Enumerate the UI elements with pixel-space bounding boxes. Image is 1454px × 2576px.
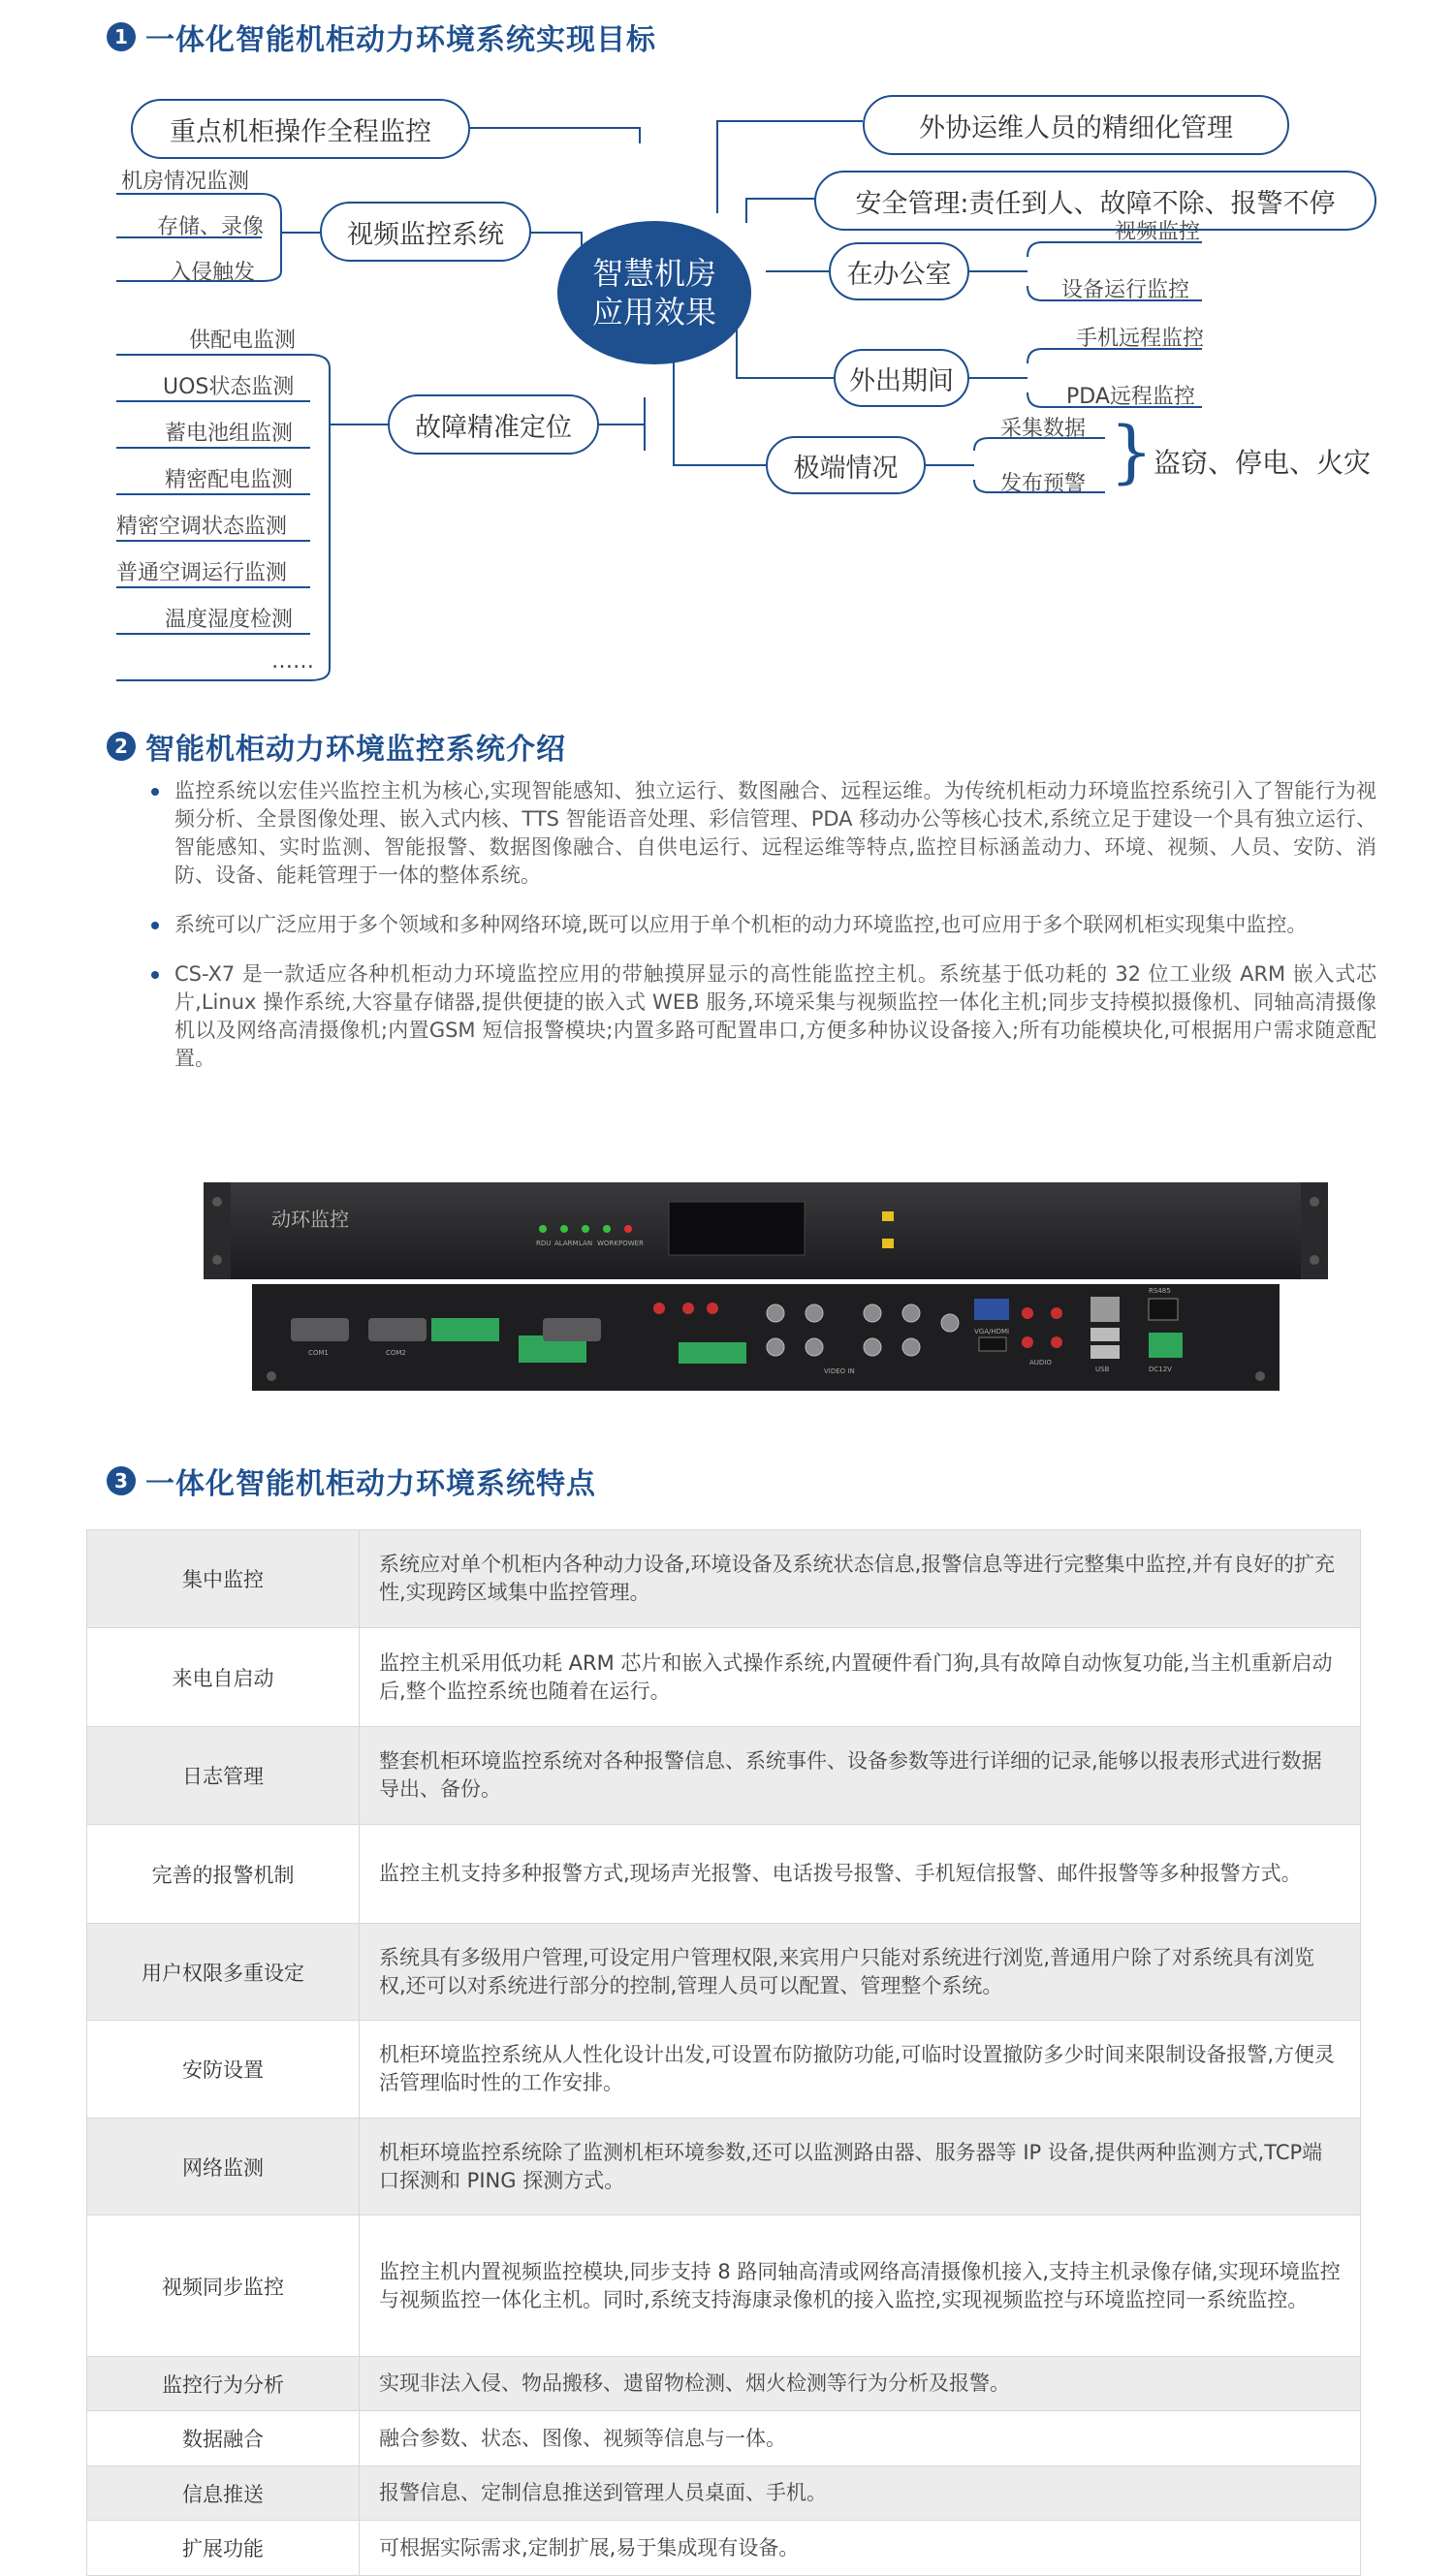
section-number: 2	[107, 732, 136, 761]
node-outing: 外出期间	[834, 349, 969, 407]
section-1-heading	[107, 16, 656, 58]
fault-item: 精密空调状态监测	[116, 515, 288, 539]
section-2-heading	[107, 725, 566, 768]
feature-desc: 机柜环境监控系统从人性化设计出发,可设置布防撤防功能,可临时设置撤防多少时间来限制设备报警,方便灵活管理临时性的工作安排。	[360, 2021, 1361, 2119]
feature-desc: 可根据实际需求,定制扩展,易于集成现有设备。	[360, 2521, 1361, 2576]
fault-item: 普通空调运行监测	[116, 561, 288, 585]
outing-item: PDA远程监控	[1066, 385, 1195, 409]
feature-name: 日志管理	[87, 1727, 360, 1825]
extreme-result: 盗窃、停电、火灾	[1154, 447, 1372, 479]
feature-name: 视频同步监控	[87, 2215, 360, 2357]
device-drawing	[204, 1173, 1328, 1400]
table-row	[87, 2119, 1361, 2215]
feature-desc: 系统具有多级用户管理,可设定用户管理权限,来宾用户只能对系统进行浏览,普通用户除了对系统具有浏览权,还可以对系统进行部分的控制,管理人员可以配置、管理整个系统。	[360, 1924, 1361, 2021]
section-title: 一体化智能机柜动力环境系统实现目标	[145, 23, 656, 57]
intro-list	[174, 777, 1376, 1094]
office-item: 设备运行监控	[1061, 278, 1190, 302]
table-row	[87, 1628, 1361, 1727]
table-row	[87, 2466, 1361, 2521]
feature-desc: 监控主机采用低功耗 ARM 芯片和嵌入式操作系统,内置硬件看门狗,具有故障自动恢复功能,当主机重新启动后,整个监控系统也随着在运行。	[360, 1628, 1361, 1727]
feature-name: 扩展功能	[87, 2521, 360, 2576]
fault-item: 蓄电池组监测	[165, 422, 294, 446]
fault-item: ……	[271, 649, 314, 674]
device-port-label: RS485	[1149, 1287, 1171, 1295]
feature-name: 集中监控	[87, 1530, 360, 1628]
feature-desc: 实现非法入侵、物品搬移、遗留物检测、烟火检测等行为分析及报警。	[360, 2357, 1361, 2411]
node-video-system: 视频监控系统	[320, 202, 531, 262]
feature-name: 安防设置	[87, 2021, 360, 2119]
extreme-item: 发布预警	[1000, 472, 1087, 496]
feature-desc: 融合参数、状态、图像、视频等信息与一体。	[360, 2411, 1361, 2466]
table-row	[87, 1825, 1361, 1924]
feature-name: 来电自启动	[87, 1628, 360, 1727]
feature-name: 完善的报警机制	[87, 1825, 360, 1924]
node-full-monitor: 重点机柜操作全程监控	[131, 99, 470, 159]
device-port-label: USB	[1095, 1366, 1110, 1373]
fault-item: 供配电监测	[189, 329, 297, 353]
device-led-label: WORK	[597, 1240, 618, 1247]
feature-desc: 监控主机支持多种报警方式,现场声光报警、电话拨号报警、手机短信报警、邮件报警等多种报警方式。	[360, 1825, 1361, 1924]
table-row	[87, 2357, 1361, 2411]
device-port-label: VGA/HDMI	[974, 1328, 1010, 1335]
center-line-1: 智慧机房	[591, 255, 716, 292]
feature-desc: 机柜环境监控系统除了监测机柜环境参数,还可以监测路由器、服务器等 IP 设备,提供两种监测方式,TCP端口探测和 PING 探测方式。	[360, 2119, 1361, 2215]
mind-map	[97, 78, 1396, 698]
feature-desc: 报警信息、定制信息推送到管理人员桌面、手机。	[360, 2466, 1361, 2521]
feature-name: 数据融合	[87, 2411, 360, 2466]
table-row	[87, 1924, 1361, 2021]
outing-item: 手机远程监控	[1076, 327, 1205, 351]
feature-name: 信息推送	[87, 2466, 360, 2521]
video-item: 存储、录像	[157, 215, 265, 239]
center-node	[557, 221, 751, 364]
table-row	[87, 2021, 1361, 2119]
device-port-label: DC12V	[1149, 1366, 1172, 1373]
fault-item: 温度湿度检测	[165, 608, 294, 632]
device-port-label: COM1	[308, 1349, 329, 1357]
section-title: 智能机柜动力环境监控系统介绍	[145, 733, 566, 767]
feature-desc: 系统应对单个机柜内各种动力设备,环境设备及系统状态信息,报警信息等进行完整集中监控,并有良好的扩充性,实现跨区域集中监控管理。	[360, 1530, 1361, 1628]
node-outsourcing: 外协运维人员的精细化管理	[863, 95, 1289, 155]
office-item: 视频监控	[1115, 220, 1201, 244]
section-title: 一体化智能机柜动力环境系统特点	[145, 1467, 596, 1501]
device-image	[204, 1173, 1328, 1400]
section-number: 3	[107, 1466, 136, 1495]
feature-name: 用户权限多重设定	[87, 1924, 360, 2021]
device-led-label: RDU	[536, 1240, 552, 1247]
table-row	[87, 1530, 1361, 1628]
table-row	[87, 1727, 1361, 1825]
table-row	[87, 2411, 1361, 2466]
table-row	[87, 2521, 1361, 2576]
center-line-2: 应用效果	[591, 294, 716, 330]
feature-desc: 监控主机内置视频监控模块,同步支持 8 路同轴高清或网络高清摄像机接入,支持主机录像存储,实现环境监控与视频监控一体化主机。同时,系统支持海康录像机的接入监控,实现视频监控与环境监控同一系统监控。	[360, 2215, 1361, 2357]
device-led-label: POWER	[618, 1240, 644, 1247]
brace-icon: }	[1110, 412, 1154, 491]
fault-item: 精密配电监测	[165, 468, 294, 492]
fault-item: UOS状态监测	[163, 375, 295, 399]
table-row	[87, 2215, 1361, 2357]
intro-paragraph: CS-X7 是一款适应各种机柜动力环境监控应用的带触摸屏显示的高性能监控主机。系统基于低功耗的 32 位工业级 ARM 嵌入式芯片,Linux 操作系统,大容量存储器,提供便捷的嵌入式 WEB 服务,环境采集与视频监控一体化主机;同步支持模拟摄像机、同轴高清摄像机以及网络高清摄像机;内置GSM 短信报警模块;内置多路可配置串口,方便多种协议设备接入;所有功能模块化,可根据用户需求随意配置。	[174, 960, 1376, 1073]
intro-paragraph: 系统可以广泛应用于多个领域和多种网络环境,既可以应用于单个机柜的动力环境监控,也可应用于多个联网机柜实现集中监控。	[174, 911, 1376, 939]
node-extreme: 极端情况	[766, 436, 926, 494]
section-number: 1	[107, 22, 136, 51]
intro-paragraph: 监控系统以宏佳兴监控主机为核心,实现智能感知、独立运行、数图融合、远程运维。为传统机柜动力环境监控系统引入了智能行为视频分析、全景图像处理、嵌入式内核、TTS 智能语音处理、彩信管理、PDA 移动办公等核心技术,系统立足于建设一个具有独立运行、智能感知、实时监测、智能报警、数据图像融合、自供电运行、远程运维等特点,监控目标涵盖动力、环境、视频、人员、安防、消防、设备、能耗管理于一体的整体系统。	[174, 777, 1376, 890]
device-led-label: LAN	[579, 1240, 593, 1247]
device-port-label: AUDIO	[1029, 1359, 1052, 1367]
feature-name: 监控行为分析	[87, 2357, 360, 2411]
features-table	[86, 1529, 1361, 2576]
video-item: 入侵触发	[170, 261, 256, 285]
device-led-label: ALARM	[554, 1240, 579, 1247]
node-fault-locate: 故障精准定位	[388, 394, 599, 455]
feature-name: 网络监测	[87, 2119, 360, 2215]
node-security: 安全管理:责任到人、故障不除、报警不停	[814, 171, 1376, 231]
device-port-label: VIDEO IN	[824, 1367, 855, 1375]
node-office: 在办公室	[829, 242, 969, 300]
video-item: 机房情况监测	[121, 170, 250, 194]
extreme-item: 采集数据	[1000, 417, 1087, 441]
section-3-heading	[107, 1460, 596, 1502]
device-brand: 动环监控	[271, 1208, 349, 1231]
device-port-label: COM2	[386, 1349, 406, 1357]
feature-desc: 整套机柜环境监控系统对各种报警信息、系统事件、设备参数等进行详细的记录,能够以报表形式进行数据导出、备份。	[360, 1727, 1361, 1825]
